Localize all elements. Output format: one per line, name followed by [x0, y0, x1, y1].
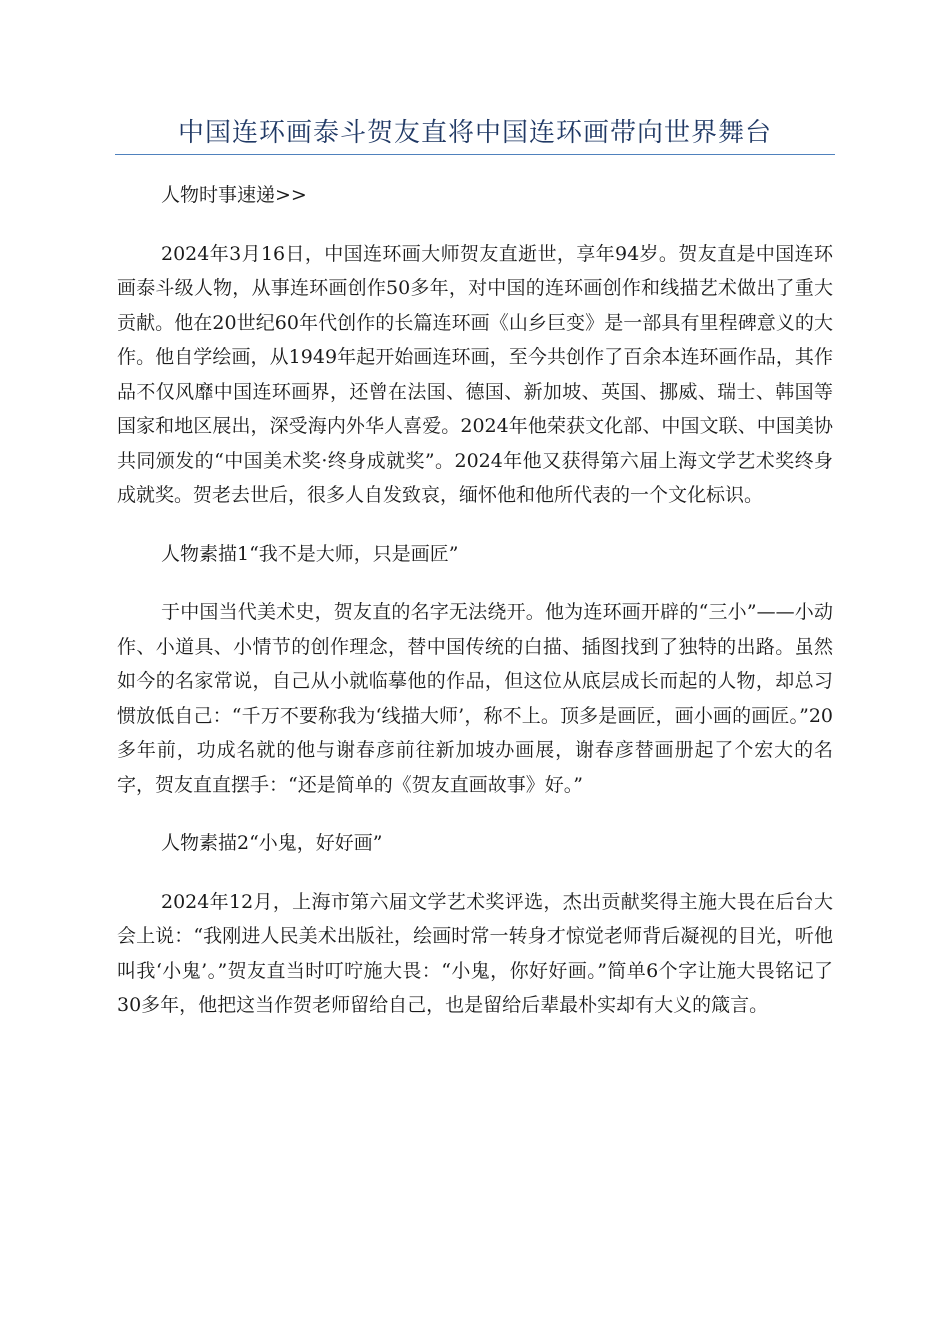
document-title: 中国连环画泰斗贺友直将中国连环画带向世界舞台 — [177, 118, 772, 148]
paragraph-news: 2024年3月16日，中国连环画大师贺友直逝世，享年94岁。贺友直是中国连环画泰斗级人物，从事连环画创作50多年，对中国的连环画创作和线描艺术做出了重大贡献。他在20世纪60年代创作的长篇连环画《山乡巨变》是一部具有里程碑意义的大作。他自学绘画，从1949年起开始画连环画，至今共创作了百余本连环画作品，其作品不仅风靡中国连环画界，还曾在法国、德国、新加坡、英国、挪威、瑞士、韩国等国家和地区展出，深受海内外华人喜爱。2024年他荣获文化部、中国文联、中国美协共同颁发的“中国美术奖·终身成就奖”。2024年他又获得第六届上海文学艺术奖终身成就奖。贺老去世后，很多人自发致哀，缅怀他和他所代表的一个文化标识。 — [117, 242, 833, 506]
title-underline — [115, 154, 835, 155]
paragraph-sketch-1: 于中国当代美术史，贺友直的名字无法绕开。他为连环画开辟的“三小”——小动作、小道具、小情节的创作理念，替中国传统的白描、插图找到了独特的出路。虽然如今的名家常说，自己从小就临摹他的作品，但这位从底层成长而起的人物，却总习惯放低自己：“千万不要称我为‘线描大师’，称不上。顶多是画匠，画小画的画匠。”20多年前，功成名就的他与谢春彦前往新加坡办画展，谢春彦替画册起了个宏大的名字，贺友直直摆手：“还是简单的《贺友直画故事》好。” — [117, 601, 833, 796]
paragraph-sketch-2: 2024年12月，上海市第六届文学艺术奖评选，杰出贡献奖得主施大畏在后台大会上说：“我刚进人民美术出版社，绘画时常一转身才惊觉老师背后凝视的目光，听他叫我‘小鬼’。”贺友直当时叮咛施大畏：“小鬼，你好好画。”简单6个字让施大畏铭记了30多年，他把这当作贺老师留给自己，也是留给后辈最朴实却有大义的箴言。 — [117, 890, 833, 1016]
section-heading-news: 人物时事速递>> — [161, 184, 307, 206]
section-heading-sketch-2: 人物素描2“小鬼，好好画” — [161, 832, 383, 854]
document-body — [117, 178, 833, 1023]
section-heading-sketch-1: 人物素描1“我不是大师，只是画匠” — [161, 542, 459, 565]
